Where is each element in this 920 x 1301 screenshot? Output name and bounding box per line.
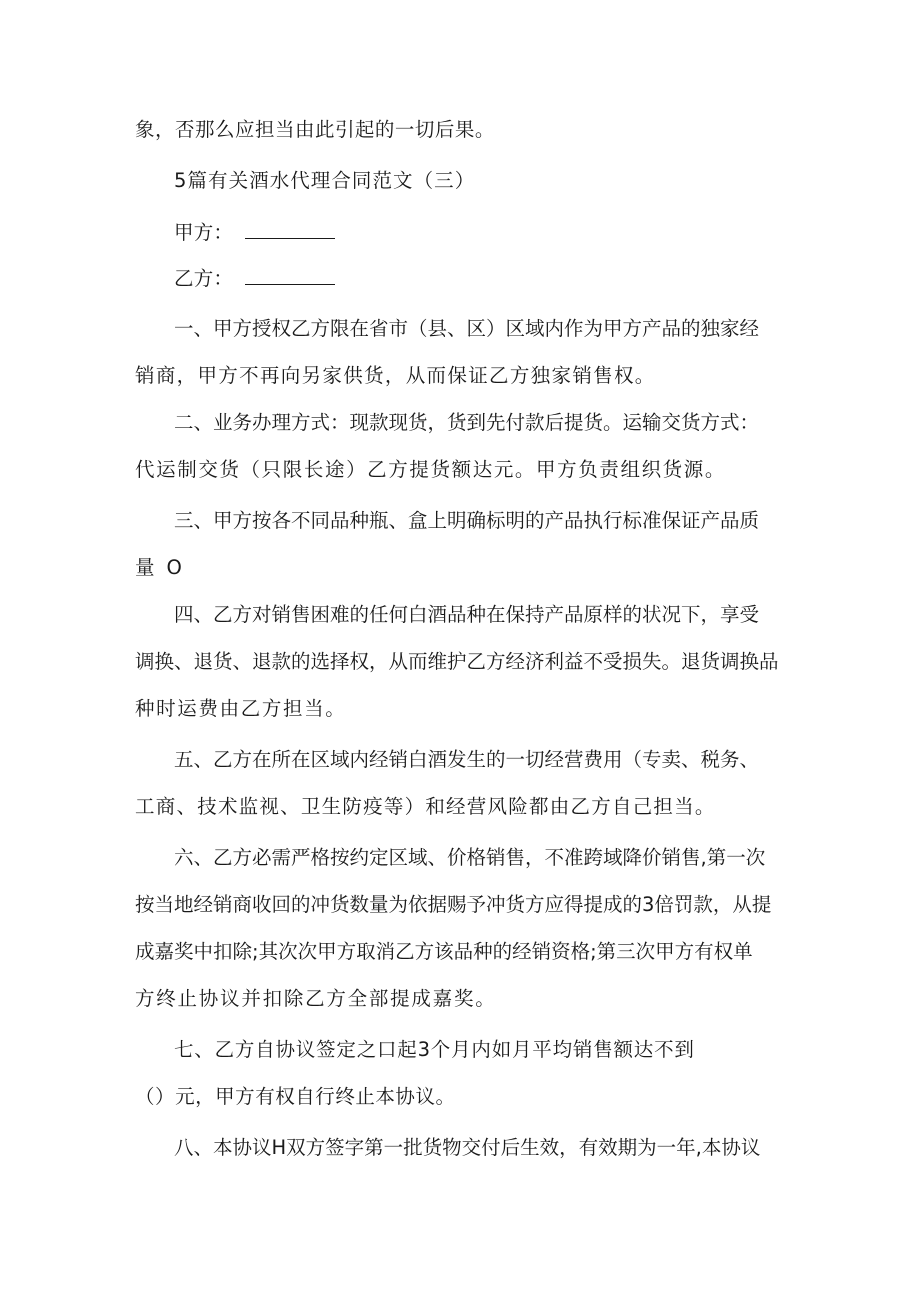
text-line: 三、甲方按各不同品种瓶、盒上明确标明的产品执行标准保证产品质	[174, 509, 760, 532]
text-line: 八、本协议H双方签字第一批货物交付后生效，有效期为一年,本协议	[174, 1136, 761, 1159]
text-line: 七、乙方自协议签定之口起3个月内如月平均销售额达不到	[174, 1038, 695, 1061]
text-line: 一、甲方授权乙方限在省市（县、区）区域内作为甲方产品的独家经	[174, 317, 760, 340]
section-title: 5篇有关酒水代理合同范文（三）	[174, 169, 476, 192]
text-line: 调换、退货、退款的选择权，从而维护乙方经济利益不受损失。退货调换品	[135, 650, 779, 673]
party-b-label: 乙方：	[174, 267, 234, 290]
party-a-blank	[245, 220, 335, 239]
text-line: 销商，甲方不再向另家供货，从而保证乙方独家销售权。	[135, 364, 656, 387]
party-b-blank	[245, 266, 335, 285]
party-b-line	[174, 266, 335, 291]
text-line: 四、乙方对销售困难的任何白酒品种在保持产品原样的状况下，享受	[174, 603, 760, 626]
text-line: 五、乙方在所在区域内经销白酒发生的一切经营费用（专卖、税务、	[174, 748, 760, 771]
party-a-label: 甲方：	[174, 221, 234, 244]
text-line: 二、业务办理方式：现款现货，货到先付款后提货。运输交货方式：	[174, 411, 760, 434]
text-line: 代运制交货（只限长途）乙方提货额达元。甲方负责组织货源。	[135, 458, 727, 481]
text-line: 种时运费由乙方担当。	[135, 697, 347, 720]
text-line: 工商、技术监视、卫生防疫等）和经营风险都由乙方自己担当。	[135, 795, 716, 818]
text-line: 按当地经销商收回的冲货数量为依据赐予冲货方应得提成的3倍罚款，从提	[135, 893, 772, 916]
text-line: 方终止协议并扣除乙方全部提成嘉奖。	[135, 987, 497, 1010]
text-line: （）元，甲方有权自行终止本协议。	[135, 1085, 456, 1108]
text-line: 象，否那么应担当由此引起的一切后果。	[135, 118, 495, 141]
text-line: 量O	[135, 556, 194, 579]
text-line: 六、乙方必需严格按约定区域、价格销售，不准跨域降价销售,第一次	[174, 846, 766, 869]
text-line: 成嘉奖中扣除;其次次甲方取消乙方该品种的经销资格;第三次甲方有权单	[135, 940, 753, 963]
party-a-line	[174, 220, 335, 245]
